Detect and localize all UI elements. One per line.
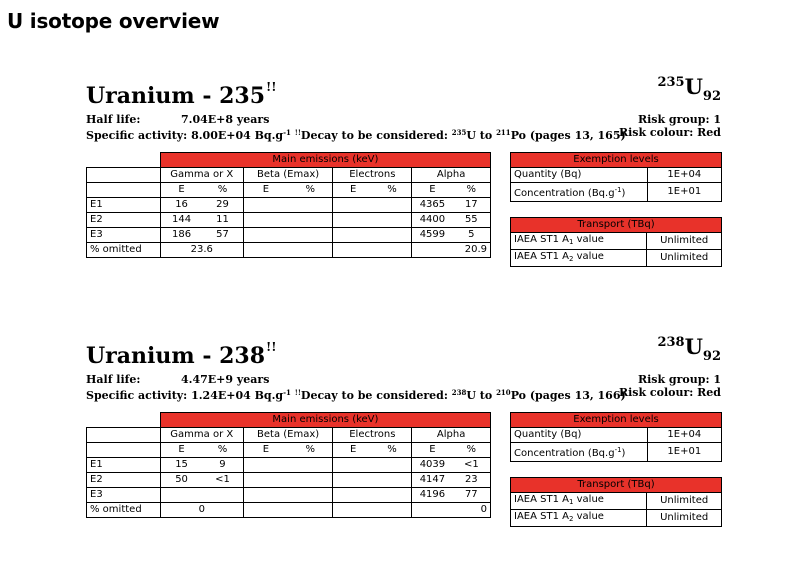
electrons-header: Electrons <box>333 428 412 443</box>
a1-suffix: value <box>576 234 604 245</box>
sub-e: E <box>412 443 453 458</box>
decay-mark: !! <box>294 128 301 137</box>
a1-suffix: value <box>576 494 604 505</box>
omitted-row <box>87 503 491 518</box>
cell-a-e: 4599 <box>412 228 453 243</box>
specific-activity-exp: -1 <box>283 128 291 137</box>
cell-g-e: 15 <box>160 458 202 473</box>
a2-sub: 2 <box>568 255 574 263</box>
exemption-levels-table: Exemption levels Quantity (Bq) 1E+04 Concentration $(Bq.g^{-1})$ 1E+01 <box>510 152 722 202</box>
subheader-row <box>87 183 491 198</box>
specific-activity-line <box>86 386 626 402</box>
half-life: 7.04E+8 years <box>181 113 270 126</box>
concentration-value: 1E+01 <box>647 183 721 202</box>
emission-row <box>87 488 491 503</box>
quantity-value: 1E+04 <box>647 428 721 443</box>
sub-pct: % <box>373 183 412 198</box>
decay-to-mass: 211 <box>496 128 511 137</box>
isotope-sheet <box>0 334 797 580</box>
exemption-title: Exemption levels <box>511 153 722 168</box>
isotope-name <box>86 80 277 109</box>
concentration-label: Concentration (Bq.g <box>514 188 615 199</box>
cell-b-e <box>243 213 288 228</box>
cell-el-e <box>333 213 373 228</box>
cell-a-e: 4147 <box>412 473 453 488</box>
decay-mark: !! <box>294 388 301 397</box>
omitted-gamma: 0 <box>160 503 243 518</box>
sub-pct: % <box>453 183 491 198</box>
half-life-label: Half life: <box>86 113 141 126</box>
name: Uranium - 238 <box>86 343 266 369</box>
quantity-value: 1E+04 <box>647 168 721 183</box>
cell-b-e <box>243 488 288 503</box>
mass: 238 <box>657 335 685 350</box>
omitted-label: % omitted <box>87 503 161 518</box>
cell-g-p: 11 <box>202 213 243 228</box>
gamma-header: Gamma or X <box>160 168 243 183</box>
cell-el-e <box>333 198 373 213</box>
cell-b-p <box>288 228 333 243</box>
concentration-exp: -1 <box>614 186 622 194</box>
specific-activity-label: Specific activity: <box>86 389 188 402</box>
cell-b-p <box>288 198 333 213</box>
a2-suffix: value <box>576 251 604 262</box>
half-life-line <box>86 113 626 126</box>
transport-table <box>510 217 722 267</box>
omitted-alpha: 20.9 <box>412 243 491 258</box>
cell-b-e <box>243 473 288 488</box>
quantity-label: Quantity (Bq) <box>511 168 648 183</box>
beta-header: Beta (Emax) <box>243 168 333 183</box>
emission-row <box>87 198 491 213</box>
specific-activity-line <box>86 126 626 142</box>
name-mark: !! <box>266 80 277 94</box>
a2-value: Unlimited <box>647 250 722 267</box>
emission-label: E2 <box>87 213 161 228</box>
emission-label: E1 <box>87 458 161 473</box>
cell-g-e: 144 <box>160 213 202 228</box>
cell-el-p <box>373 458 412 473</box>
name-mark: !! <box>266 340 277 354</box>
risk-colour: Risk colour: Red <box>618 386 721 399</box>
beta-header: Beta (Emax) <box>243 428 333 443</box>
cell-el-p <box>373 213 412 228</box>
omitted-alpha: 0 <box>412 503 491 518</box>
a1-sub: 1 <box>568 498 574 506</box>
a1-value: Unlimited <box>647 493 722 510</box>
alpha-header: Alpha <box>412 168 491 183</box>
risk-group: Risk group: 1 <box>637 113 721 126</box>
element: U <box>684 334 703 359</box>
sub-e: E <box>160 183 202 198</box>
name: Uranium - 235 <box>86 83 266 109</box>
concentration-label: Concentration (Bq.g <box>514 448 615 459</box>
cell-b-e <box>243 198 288 213</box>
main-emissions-table <box>86 152 491 258</box>
cell-el-e <box>333 458 373 473</box>
cell-g-p: 9 <box>202 458 243 473</box>
a2-suffix: value <box>576 511 604 522</box>
gamma-header: Gamma or X <box>160 428 243 443</box>
exemption-levels-table: Exemption levels Quantity (Bq) 1E+04 Concentration $(Bq.g^{-1})$ 1E+01 <box>510 412 722 462</box>
sub-pct: % <box>373 443 412 458</box>
transport-table <box>510 477 722 527</box>
isotope-sheet <box>0 74 797 320</box>
concentration-exp: -1 <box>614 446 622 454</box>
exemption-title: Exemption levels <box>511 413 722 428</box>
emission-row <box>87 213 491 228</box>
cell-g-p: 57 <box>202 228 243 243</box>
emission-label: E2 <box>87 473 161 488</box>
cell-a-p: 17 <box>453 198 491 213</box>
risk-group: Risk group: 1 <box>637 373 721 386</box>
isotope-info <box>86 373 626 402</box>
cell-a-e: 4196 <box>412 488 453 503</box>
cell-a-e: 4365 <box>412 198 453 213</box>
alpha-header: Alpha <box>412 428 491 443</box>
cell-a-e: 4400 <box>412 213 453 228</box>
cell-b-p <box>288 458 333 473</box>
sub-e: E <box>160 443 202 458</box>
emission-label: E1 <box>87 198 161 213</box>
emission-row <box>87 473 491 488</box>
cell-a-p: 77 <box>453 488 491 503</box>
emission-row <box>87 458 491 473</box>
risk-info <box>619 113 721 139</box>
cell-b-e <box>243 228 288 243</box>
main-emissions-table <box>86 412 491 518</box>
a2-label: IAEA ST1 A <box>514 511 569 522</box>
element: U <box>684 74 703 99</box>
cell-b-e <box>243 458 288 473</box>
mass: 235 <box>657 75 685 90</box>
cell-el-e <box>333 228 373 243</box>
a1-sub: 1 <box>568 238 574 246</box>
transport-title: Transport (TBq) <box>511 218 722 233</box>
cell-a-p: 23 <box>453 473 491 488</box>
transport-title: Transport (TBq) <box>511 478 722 493</box>
main-emissions-title: Main emissions (keV) <box>160 413 490 428</box>
a1-value: Unlimited <box>647 233 722 250</box>
cell-b-p <box>288 473 333 488</box>
cell-a-p: 55 <box>453 213 491 228</box>
z: 92 <box>702 349 721 364</box>
cell-a-p: <1 <box>453 458 491 473</box>
page-title: U isotope overview <box>7 9 220 33</box>
cell-b-p <box>288 488 333 503</box>
main-emissions-title: Main emissions (keV) <box>160 153 490 168</box>
a2-sub: 2 <box>568 515 574 523</box>
cell-el-e <box>333 473 373 488</box>
a2-label: IAEA ST1 A <box>514 251 569 262</box>
a2-value: Unlimited <box>647 510 722 527</box>
cell-a-e: 4039 <box>412 458 453 473</box>
cell-g-e: 16 <box>160 198 202 213</box>
cell-g-e: 186 <box>160 228 202 243</box>
half-life-label: Half life: <box>86 373 141 386</box>
isotope-name <box>86 340 277 369</box>
quantity-label: Quantity (Bq) <box>511 428 648 443</box>
concentration-value: 1E+01 <box>647 443 721 462</box>
decay-to: Po (pages 13, 166) <box>510 389 626 402</box>
z: 92 <box>702 89 721 104</box>
decay-to: Po (pages 13, 165) <box>510 129 626 142</box>
sub-e: E <box>333 443 373 458</box>
emission-label: E3 <box>87 228 161 243</box>
cell-el-p <box>373 198 412 213</box>
sub-e: E <box>243 183 288 198</box>
cell-g-p <box>202 488 243 503</box>
emission-label: E3 <box>87 488 161 503</box>
sub-pct: % <box>288 183 333 198</box>
decay-from: U to <box>466 129 493 142</box>
electrons-header: Electrons <box>333 168 412 183</box>
specific-activity: 8.00E+04 Bq.g <box>191 129 284 142</box>
decay-from-mass: 238 <box>451 388 467 397</box>
subheader-row <box>87 443 491 458</box>
risk-info <box>619 373 721 399</box>
specific-activity-exp: -1 <box>283 388 291 397</box>
half-life-line <box>86 373 626 386</box>
sub-pct: % <box>288 443 333 458</box>
omitted-row <box>87 243 491 258</box>
sub-e: E <box>333 183 373 198</box>
decay-text: Decay to be considered: <box>300 389 448 402</box>
sub-pct: % <box>453 443 491 458</box>
cell-el-p <box>373 473 412 488</box>
cell-a-p: 5 <box>453 228 491 243</box>
cell-g-e <box>160 488 202 503</box>
decay-text: Decay to be considered: <box>300 129 448 142</box>
sub-e: E <box>412 183 453 198</box>
isotope-symbol <box>657 74 721 104</box>
decay-from: U to <box>466 389 493 402</box>
isotope-info <box>86 113 626 142</box>
a1-label: IAEA ST1 A <box>514 234 569 245</box>
cell-g-p: <1 <box>202 473 243 488</box>
cell-el-e <box>333 488 373 503</box>
cell-b-p <box>288 213 333 228</box>
omitted-label: % omitted <box>87 243 161 258</box>
omitted-gamma: 23.6 <box>160 243 243 258</box>
decay-from-mass: 235 <box>451 128 467 137</box>
emission-row <box>87 228 491 243</box>
sub-e: E <box>243 443 288 458</box>
specific-activity-label: Specific activity: <box>86 129 188 142</box>
sub-pct: % <box>202 443 243 458</box>
isotope-symbol <box>657 334 721 364</box>
cell-el-p <box>373 488 412 503</box>
half-life: 4.47E+9 years <box>181 373 270 386</box>
cell-g-e: 50 <box>160 473 202 488</box>
cell-g-p: 29 <box>202 198 243 213</box>
risk-colour: Risk colour: Red <box>618 126 721 139</box>
cell-el-p <box>373 228 412 243</box>
a1-label: IAEA ST1 A <box>514 494 569 505</box>
specific-activity: 1.24E+04 Bq.g <box>191 389 284 402</box>
sub-pct: % <box>202 183 243 198</box>
decay-to-mass: 210 <box>496 388 511 397</box>
